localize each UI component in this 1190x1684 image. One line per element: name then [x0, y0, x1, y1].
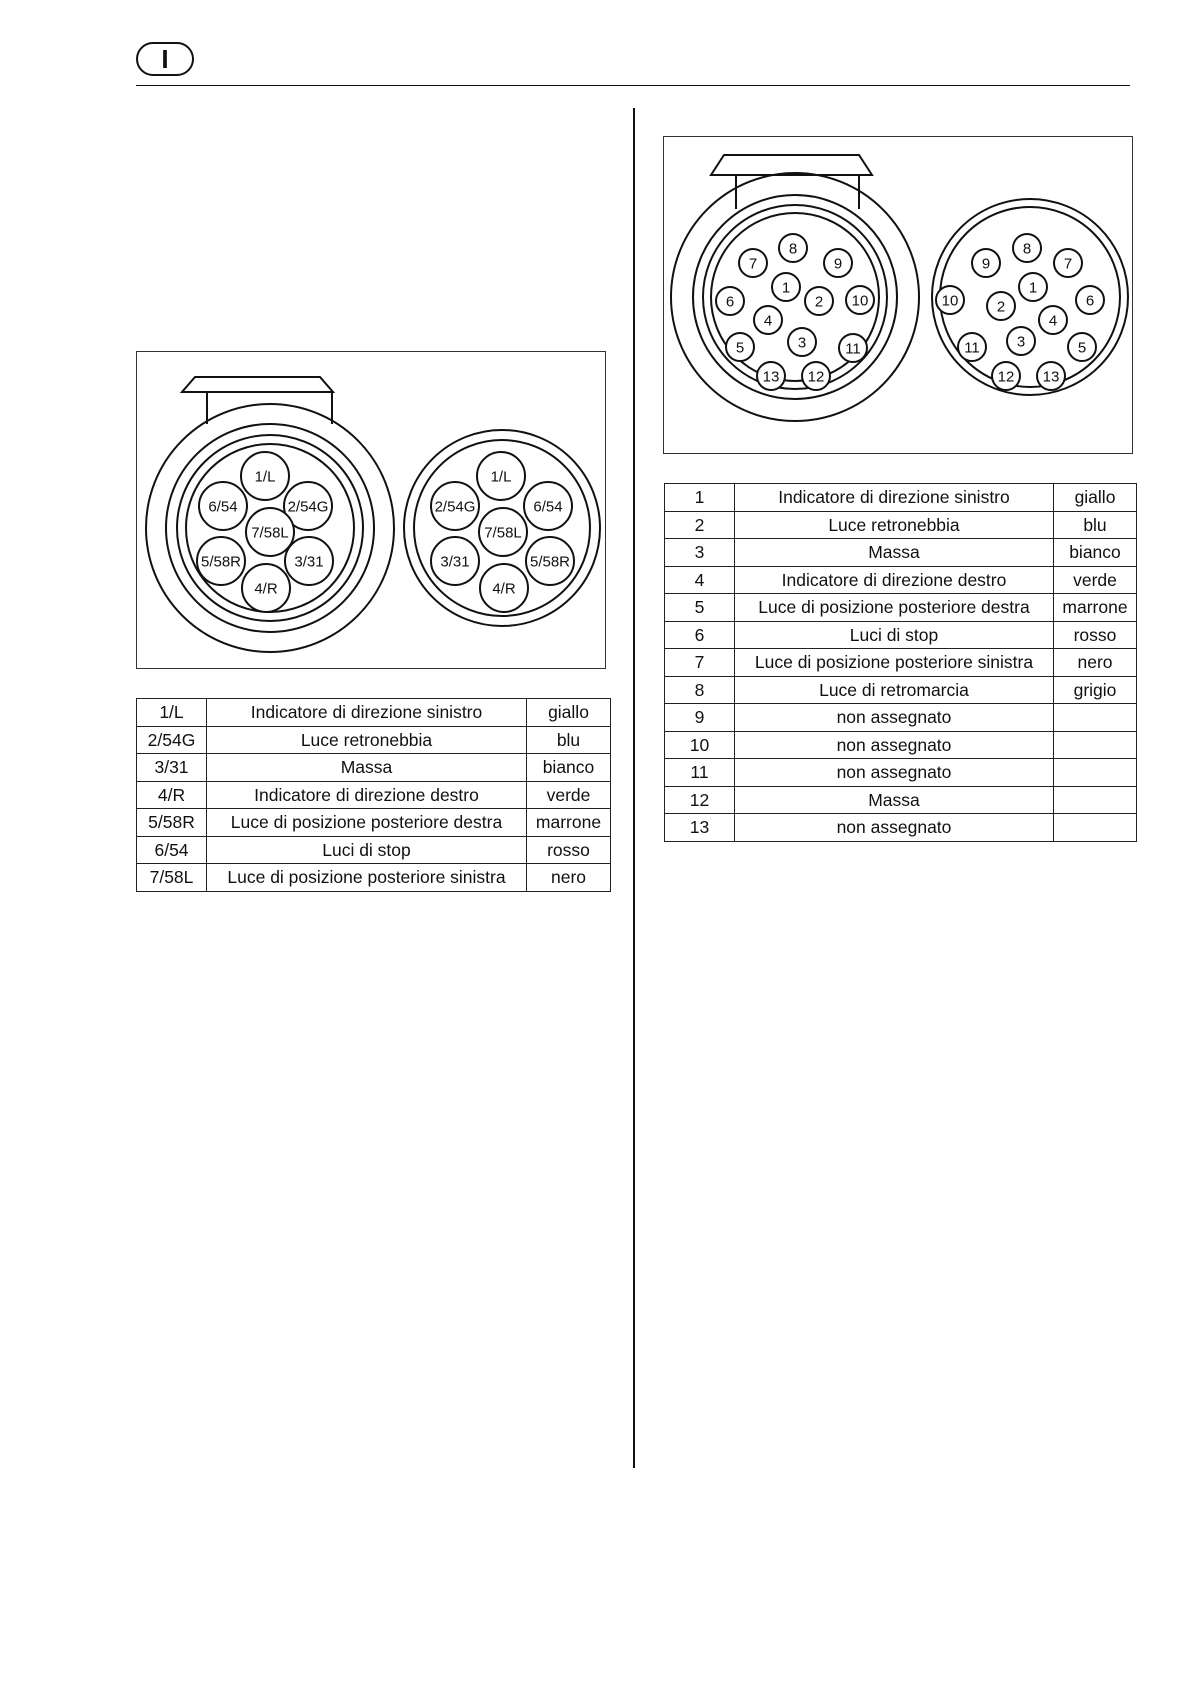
connector-13pin-diagram — [664, 137, 1134, 455]
function-cell: Indicatore di direzione sinistro — [207, 699, 527, 727]
pin-label: 6 — [725, 293, 735, 311]
function-cell: non assegnato — [735, 731, 1054, 759]
pin-cell: 2 — [665, 511, 735, 539]
pin-label: 1 — [781, 279, 791, 297]
pin-label: 7 — [748, 255, 758, 273]
pin-cell: 11 — [665, 759, 735, 787]
pin-label: 6/54 — [533, 498, 563, 516]
table-row — [665, 759, 1137, 787]
table-row — [665, 676, 1137, 704]
pin-label: 5 — [1077, 339, 1087, 357]
pin-table-7pin — [136, 698, 611, 892]
wire-color-cell: bianco — [527, 754, 611, 782]
pin-cell: 2/54G — [137, 726, 207, 754]
function-cell: Luce di posizione posteriore sinistra — [735, 649, 1054, 677]
pin-label: 3 — [797, 334, 807, 352]
wire-color-cell — [1054, 731, 1137, 759]
pin-label: 2 — [814, 293, 824, 311]
function-cell: Luce retronebbia — [735, 511, 1054, 539]
wire-color-cell: rosso — [1054, 621, 1137, 649]
function-cell: non assegnato — [735, 814, 1054, 842]
pin-cell: 8 — [665, 676, 735, 704]
pin-label: 9 — [833, 255, 843, 273]
pin-label: 5/58R — [529, 553, 571, 571]
pin-cell: 13 — [665, 814, 735, 842]
wire-color-cell: nero — [1054, 649, 1137, 677]
table-row — [665, 539, 1137, 567]
pin-label: 12 — [997, 368, 1015, 386]
function-cell: Luce di posizione posteriore destra — [735, 594, 1054, 622]
pin-label: 1 — [1028, 279, 1038, 297]
wire-color-cell — [1054, 704, 1137, 732]
pin-label: 12 — [807, 368, 825, 386]
wire-color-cell: verde — [1054, 566, 1137, 594]
function-cell: Indicatore di direzione destro — [735, 566, 1054, 594]
pin-cell: 7/58L — [137, 864, 207, 892]
wire-color-cell: verde — [527, 781, 611, 809]
pin-label: 6/54 — [208, 498, 238, 516]
function-cell: Luce di posizione posteriore sinistra — [207, 864, 527, 892]
pin-label: 1/L — [254, 468, 276, 486]
table-row — [137, 754, 611, 782]
function-cell: Luce di posizione posteriore destra — [207, 809, 527, 837]
header-rule — [136, 85, 1130, 86]
table-row — [665, 704, 1137, 732]
pin-label: 4 — [763, 312, 773, 330]
pin-cell: 4/R — [137, 781, 207, 809]
table-row — [665, 786, 1137, 814]
socket-pin-contacts — [197, 452, 333, 612]
figure-13pin-connector — [663, 136, 1133, 454]
pin-label: 10 — [851, 292, 869, 310]
wire-color-cell: rosso — [527, 836, 611, 864]
pin-cell: 4 — [665, 566, 735, 594]
function-cell: non assegnato — [735, 704, 1054, 732]
pin-label: 8 — [788, 240, 798, 258]
column-divider — [633, 108, 635, 1468]
function-cell: Massa — [735, 539, 1054, 567]
pin-label: 9 — [981, 255, 991, 273]
pin-label: 2 — [996, 298, 1006, 316]
pin-cell: 3/31 — [137, 754, 207, 782]
function-cell: Luce retronebbia — [207, 726, 527, 754]
function-cell: Indicatore di direzione destro — [207, 781, 527, 809]
wire-color-cell: giallo — [527, 699, 611, 727]
table-row — [665, 566, 1137, 594]
wire-color-cell — [1054, 786, 1137, 814]
pin-cell: 6/54 — [137, 836, 207, 864]
pin-label: 6 — [1085, 292, 1095, 310]
pin-label: 7/58L — [251, 524, 289, 542]
language-badge — [136, 42, 194, 76]
table-row — [665, 511, 1137, 539]
pin-label: 5/58R — [200, 553, 242, 571]
language-badge-label: I — [161, 43, 169, 74]
pin-label: 4/R — [254, 580, 278, 598]
wire-color-cell: bianco — [1054, 539, 1137, 567]
pin-label: 7 — [1063, 255, 1073, 273]
pin-label: 11 — [845, 340, 861, 358]
pin-label: 2/54G — [434, 498, 476, 516]
wire-color-cell: giallo — [1054, 484, 1137, 512]
function-cell: non assegnato — [735, 759, 1054, 787]
wire-color-cell: blu — [527, 726, 611, 754]
pin-label: 13 — [762, 368, 780, 386]
function-cell: Luce di retromarcia — [735, 676, 1054, 704]
socket-pin-contacts — [716, 234, 874, 390]
pin-label: 3/31 — [440, 553, 470, 571]
function-cell: Massa — [207, 754, 527, 782]
figure-7pin-connector — [136, 351, 606, 669]
table-row — [137, 726, 611, 754]
function-cell: Indicatore di direzione sinistro — [735, 484, 1054, 512]
pin-table-13pin — [664, 483, 1137, 842]
table-row — [137, 781, 611, 809]
pin-cell: 12 — [665, 786, 735, 814]
pin-cell: 5/58R — [137, 809, 207, 837]
pin-label: 3/31 — [294, 553, 324, 571]
connector-7pin-diagram — [137, 352, 607, 670]
pin-cell: 9 — [665, 704, 735, 732]
pin-label: 2/54G — [287, 498, 329, 516]
wire-color-cell: marrone — [1054, 594, 1137, 622]
pin-cell: 1/L — [137, 699, 207, 727]
pin-label: 13 — [1042, 368, 1060, 386]
table-row — [137, 809, 611, 837]
table-row — [665, 649, 1137, 677]
pin-label: 11 — [964, 339, 980, 357]
pin-label: 10 — [941, 292, 959, 310]
pin-cell: 7 — [665, 649, 735, 677]
pin-cell: 3 — [665, 539, 735, 567]
pin-cell: 10 — [665, 731, 735, 759]
pin-cell: 1 — [665, 484, 735, 512]
table-row — [665, 814, 1137, 842]
pin-label: 7/58L — [484, 524, 522, 542]
wire-color-cell: blu — [1054, 511, 1137, 539]
table-row — [665, 484, 1137, 512]
table-row — [137, 836, 611, 864]
wire-color-cell — [1054, 759, 1137, 787]
wire-color-cell — [1054, 814, 1137, 842]
pin-label: 4 — [1048, 312, 1058, 330]
pin-cell: 5 — [665, 594, 735, 622]
pin-label: 4/R — [492, 580, 516, 598]
wire-color-cell: marrone — [527, 809, 611, 837]
pin-label: 3 — [1016, 333, 1026, 351]
plug-pin-contacts — [431, 452, 574, 612]
table-row — [137, 699, 611, 727]
function-cell: Luci di stop — [735, 621, 1054, 649]
wire-color-cell: grigio — [1054, 676, 1137, 704]
table-row — [665, 731, 1137, 759]
pin-label: 8 — [1022, 240, 1032, 258]
table-row — [665, 594, 1137, 622]
function-cell: Luci di stop — [207, 836, 527, 864]
table-row — [137, 864, 611, 892]
wire-color-cell: nero — [527, 864, 611, 892]
function-cell: Massa — [735, 786, 1054, 814]
table-row — [665, 621, 1137, 649]
pin-cell: 6 — [665, 621, 735, 649]
pin-label: 5 — [735, 339, 745, 357]
pin-label: 1/L — [490, 468, 512, 486]
